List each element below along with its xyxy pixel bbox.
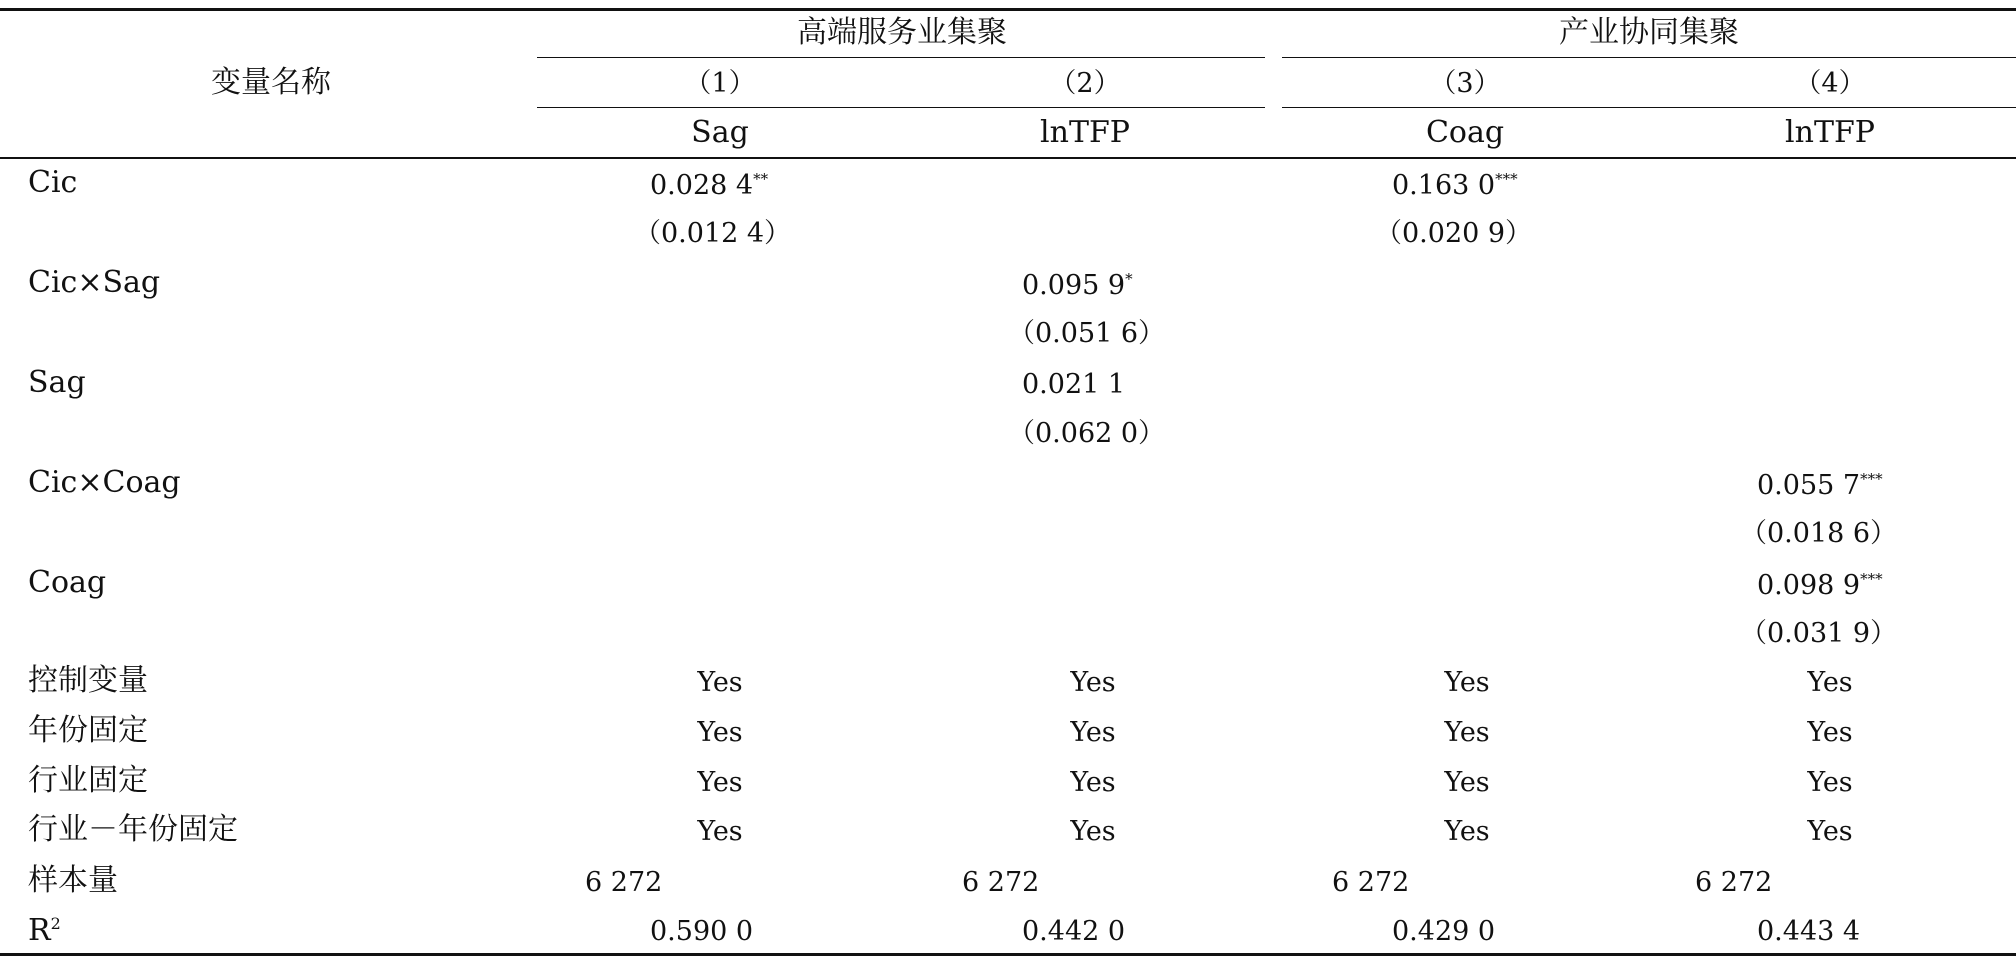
- model-number-3: （3）: [1429, 68, 1501, 99]
- model-number-4: （4）: [1794, 68, 1866, 99]
- cell-controls-col3: Yes: [1444, 667, 1490, 698]
- significance-stars: ***: [1495, 170, 1518, 188]
- coefficient-value: 0.095 9: [1022, 270, 1126, 301]
- bottom-rule: [0, 953, 2016, 956]
- cell-cic-sag-col2-se: （0.051 6）: [1008, 318, 1166, 349]
- dependent-var-2: lnTFP: [1040, 115, 1130, 150]
- cell-cic-coag-col4-se: （0.018 6）: [1740, 518, 1898, 549]
- row-label-sample-size: 样本量: [28, 863, 118, 898]
- cell-cic-col1-se: （0.012 4）: [634, 218, 792, 249]
- row-label-year-fe: 年份固定: [28, 713, 148, 748]
- cell-industry-year-fe-col3: Yes: [1444, 816, 1490, 847]
- row-label-cic-sag: Cic×Sag: [28, 265, 161, 300]
- row-label-controls: 控制变量: [28, 663, 148, 698]
- cell-industry-fe-col1: Yes: [697, 767, 743, 798]
- model-rule-left: [537, 107, 1265, 108]
- cell-controls-col4: Yes: [1807, 667, 1853, 698]
- row-label-industry-fe: 行业固定: [28, 763, 148, 798]
- header-bottom-rule: [0, 157, 2016, 159]
- cell-industry-year-fe-col2: Yes: [1070, 816, 1116, 847]
- cell-cic-coag-col4-coef: [1757, 472, 1883, 499]
- row-label-coag: Coag: [28, 565, 107, 600]
- cell-sample-size-col1: 6 272: [585, 867, 663, 898]
- cell-year-fe-col4: Yes: [1807, 717, 1853, 748]
- coefficient-value: 0.028 4: [650, 170, 754, 201]
- cell-r-squared-col2: 0.442 0: [1022, 916, 1126, 947]
- group-rule-right: [1282, 57, 2016, 58]
- row-label-cic: Cic: [28, 165, 78, 200]
- group-header-high-end-services: 高端服务业集聚: [797, 15, 1007, 50]
- cell-sag-col2-se: （0.062 0）: [1008, 418, 1166, 449]
- coefficient-value: 0.055 7: [1757, 470, 1861, 501]
- dependent-var-1: Sag: [691, 115, 749, 150]
- cell-sample-size-col2: 6 272: [962, 867, 1040, 898]
- cell-year-fe-col3: Yes: [1444, 717, 1490, 748]
- cell-sample-size-col3: 6 272: [1332, 867, 1410, 898]
- cell-controls-col1: Yes: [697, 667, 743, 698]
- cell-year-fe-col1: Yes: [697, 717, 743, 748]
- coefficient-value: 0.163 0: [1392, 170, 1496, 201]
- cell-controls-col2: Yes: [1070, 667, 1116, 698]
- row-label-sag: Sag: [28, 365, 86, 400]
- group-rule-left: [537, 57, 1265, 58]
- cell-industry-fe-col4: Yes: [1807, 767, 1853, 798]
- cell-cic-col1-coef: [650, 172, 768, 199]
- significance-stars: *: [1125, 270, 1133, 288]
- row-label-cic-coag: Cic×Coag: [28, 465, 181, 500]
- cell-industry-year-fe-col4: Yes: [1807, 816, 1853, 847]
- cell-cic-sag-col2-coef: [1022, 272, 1133, 299]
- top-rule: [0, 8, 2016, 11]
- row-label-r-squared: [28, 913, 61, 948]
- row-label-industry-year-fe: 行业－年份固定: [28, 812, 238, 847]
- cell-industry-fe-col2: Yes: [1070, 767, 1116, 798]
- dependent-var-3: Coag: [1425, 115, 1505, 150]
- significance-stars: **: [753, 170, 769, 188]
- cell-coag-col4-se: （0.031 9）: [1740, 618, 1898, 649]
- row-label-header: 变量名称: [211, 65, 331, 100]
- cell-r-squared-col3: 0.429 0: [1392, 916, 1496, 947]
- model-rule-right: [1282, 107, 2016, 108]
- group-header-industrial-coagglomeration: 产业协同集聚: [1559, 15, 1739, 50]
- model-number-1: （1）: [684, 68, 756, 99]
- r-squared-superscript: 2: [50, 914, 61, 933]
- cell-coag-col4-coef: [1757, 572, 1883, 599]
- dependent-var-4: lnTFP: [1785, 115, 1875, 150]
- coefficient-value: 0.098 9: [1757, 570, 1861, 601]
- cell-r-squared-col4: 0.443 4: [1757, 916, 1861, 947]
- cell-sample-size-col4: 6 272: [1695, 867, 1773, 898]
- cell-r-squared-col1: 0.590 0: [650, 916, 754, 947]
- significance-stars: ***: [1860, 470, 1883, 488]
- cell-sag-col2-coef: 0.021 1: [1022, 369, 1126, 400]
- cell-year-fe-col2: Yes: [1070, 717, 1116, 748]
- model-number-2: （2）: [1049, 68, 1121, 99]
- cell-industry-year-fe-col1: Yes: [697, 816, 743, 847]
- cell-industry-fe-col3: Yes: [1444, 767, 1490, 798]
- cell-cic-col3-se: （0.020 9）: [1375, 218, 1533, 249]
- cell-cic-col3-coef: [1392, 172, 1518, 199]
- r-squared-base: R: [28, 913, 51, 948]
- significance-stars: ***: [1860, 570, 1883, 588]
